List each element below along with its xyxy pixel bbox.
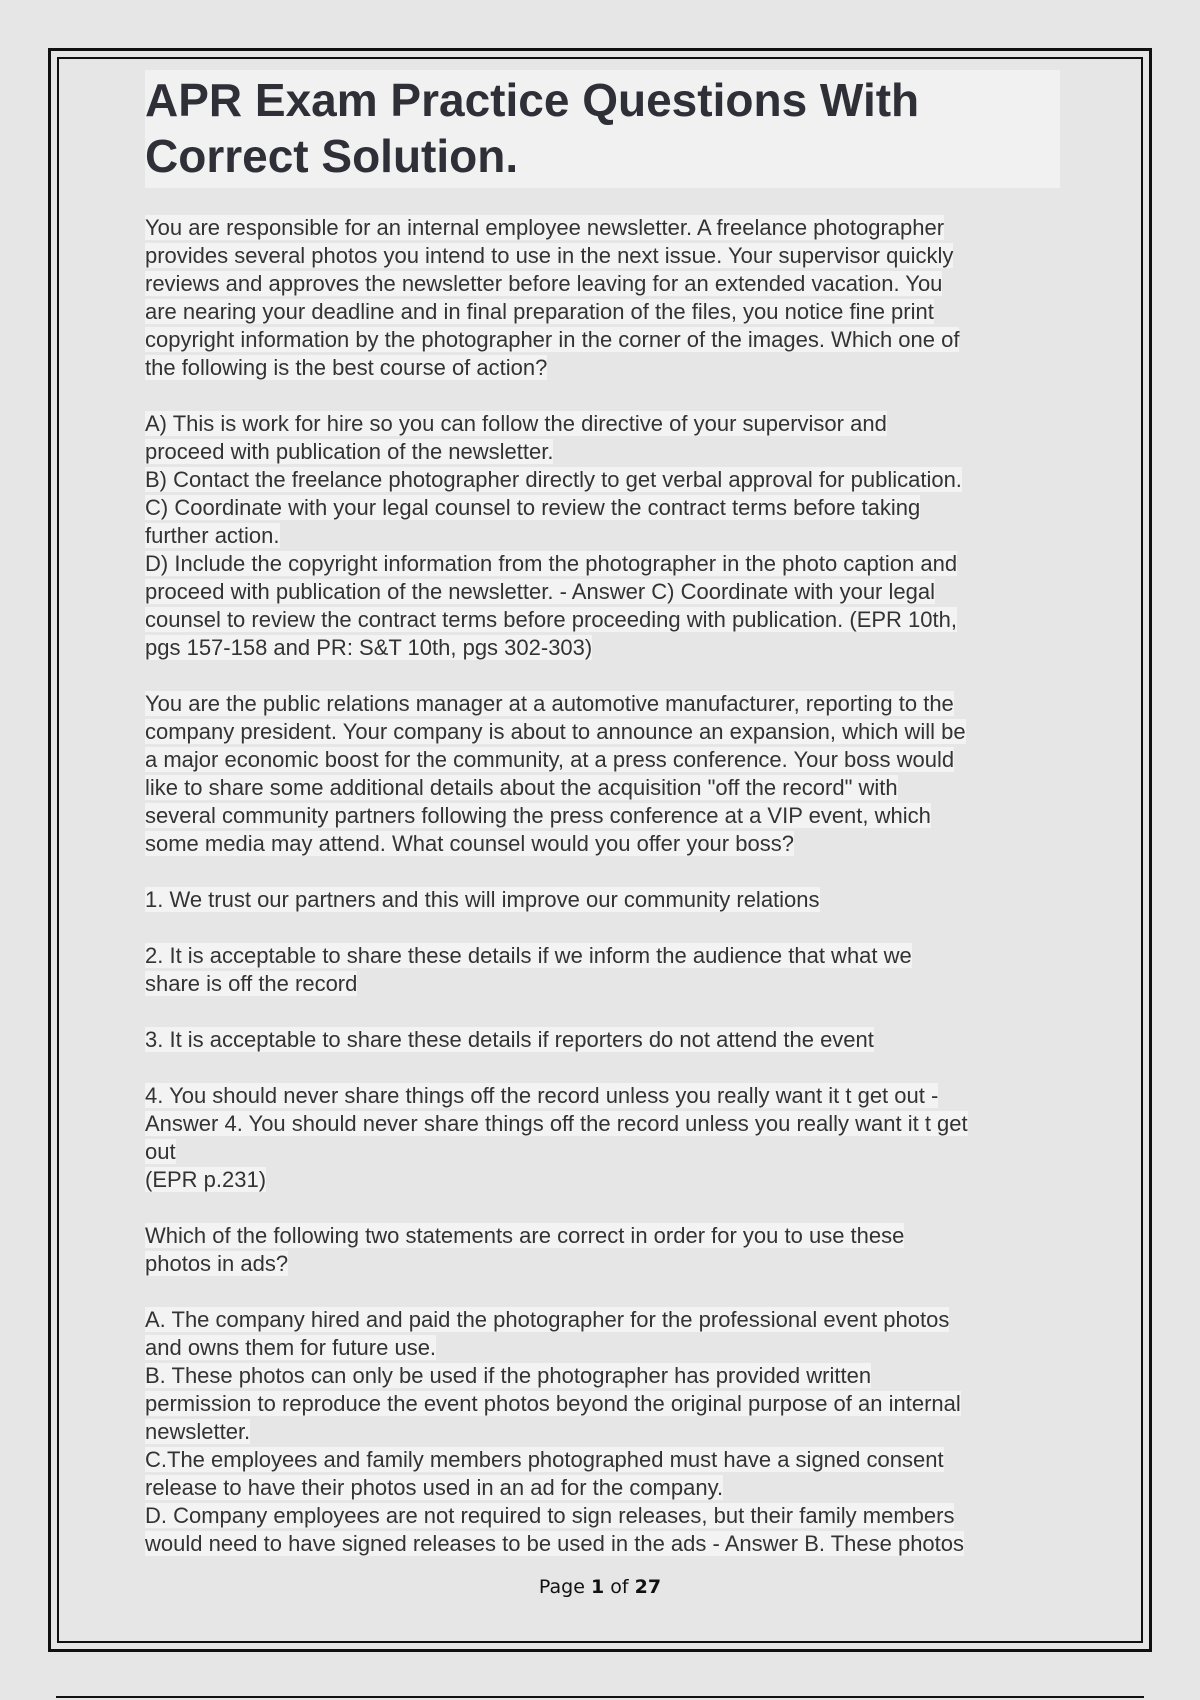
- text-line: B. These photos can only be used if the photographer has provided written: [145, 1363, 872, 1388]
- paragraph-q2-option-2: [145, 942, 1060, 998]
- text-line: 4. You should never share things off the record unless you really want it t get out -: [145, 1083, 939, 1108]
- text-line: permission to reproduce the event photos beyond the original purpose of an internal: [145, 1391, 961, 1416]
- text-line: You are responsible for an internal employee newsletter. A freelance photographer: [145, 215, 945, 240]
- paragraph-q2-stem: [145, 690, 1060, 858]
- paragraph-q2-option-4: [145, 1082, 1060, 1194]
- text-line: pgs 157-158 and PR: S&T 10th, pgs 302-303): [145, 635, 593, 660]
- next-page-top-rule: [56, 1696, 1144, 1698]
- text-line: the following is the best course of action?: [145, 355, 548, 380]
- text-line: A) This is work for hire so you can follow the directive of your supervisor and: [145, 411, 887, 436]
- text-line: like to share some additional details about the acquisition "off the record" with: [145, 775, 898, 800]
- text-line: 2. It is acceptable to share these details if we inform the audience that what we: [145, 943, 912, 968]
- text-line: out: [145, 1139, 176, 1164]
- question-list: [145, 214, 1060, 1558]
- paragraph-q3-options: [145, 1306, 1060, 1558]
- text-line: You are the public relations manager at a automotive manufacturer, reporting to the: [145, 691, 954, 716]
- text-line: D) Include the copyright information from the photographer in the photo caption and: [145, 551, 958, 576]
- text-line: A. The company hired and paid the photographer for the professional event photos: [145, 1307, 950, 1332]
- paragraph-q1-options: [145, 410, 1060, 662]
- text-line: reviews and approves the newsletter before leaving for an extended vacation. You: [145, 271, 943, 296]
- text-line: D. Company employees are not required to sign releases, but their family members: [145, 1503, 955, 1528]
- text-line: photos in ads?: [145, 1251, 289, 1276]
- text-line: B) Contact the freelance photographer directly to get verbal approval for publication.: [145, 467, 962, 492]
- paragraph-q2-option-1: [145, 886, 1060, 914]
- text-line: are nearing your deadline and in final preparation of the files, you notice fine print: [145, 299, 934, 324]
- text-line: 1. We trust our partners and this will improve our community relations: [145, 887, 820, 912]
- text-line: share is off the record: [145, 971, 358, 996]
- text-line: a major economic boost for the community, at a press conference. Your boss would: [145, 747, 955, 772]
- text-line: proceed with publication of the newsletter.: [145, 439, 554, 464]
- text-line: provides several photos you intend to use in the next issue. Your supervisor quickly: [145, 243, 954, 268]
- total-pages-number: 27: [634, 1576, 662, 1598]
- page-footer: [0, 1576, 1200, 1598]
- paragraph-q1-stem: [145, 214, 1060, 382]
- text-line: Which of the following two statements are correct in order for you to use these: [145, 1223, 905, 1248]
- text-line: release to have their photos used in an ad for the company.: [145, 1475, 724, 1500]
- text-line: further action.: [145, 523, 280, 548]
- text-line: and owns them for future use.: [145, 1335, 437, 1360]
- text-line: would need to have signed releases to be used in the ads - Answer B. These photos: [145, 1531, 965, 1556]
- paragraph-q3-stem: [145, 1222, 1060, 1278]
- text-line: 3. It is acceptable to share these details if reporters do not attend the event: [145, 1027, 874, 1052]
- text-line: some media may attend. What counsel would you offer your boss?: [145, 831, 794, 856]
- page-label: Page: [538, 1576, 585, 1598]
- text-line: several community partners following the press conference at a VIP event, which: [145, 803, 931, 828]
- paragraph-q2-option-3: [145, 1026, 1060, 1054]
- text-line: C.The employees and family members photographed must have a signed consent: [145, 1447, 944, 1472]
- text-line: newsletter.: [145, 1419, 251, 1444]
- text-line: C) Coordinate with your legal counsel to review the contract terms before taking: [145, 495, 921, 520]
- text-line: (EPR p.231): [145, 1167, 267, 1192]
- current-page-number: 1: [590, 1576, 605, 1598]
- of-label: of: [610, 1576, 629, 1598]
- text-line: company president. Your company is about to announce an expansion, which will be: [145, 719, 966, 744]
- document-body: [145, 70, 1060, 1586]
- text-line: Answer 4. You should never share things off the record unless you really want it t get: [145, 1111, 968, 1136]
- text-line: copyright information by the photographer in the corner of the images. Which one of: [145, 327, 960, 352]
- title-block: [145, 70, 1060, 188]
- text-line: counsel to review the contract terms before proceeding with publication. (EPR 10th,: [145, 607, 957, 632]
- text-line: proceed with publication of the newsletter. - Answer C) Coordinate with your legal: [145, 579, 935, 604]
- document-title: APR Exam Practice Questions With Correct Solution.: [145, 74, 920, 182]
